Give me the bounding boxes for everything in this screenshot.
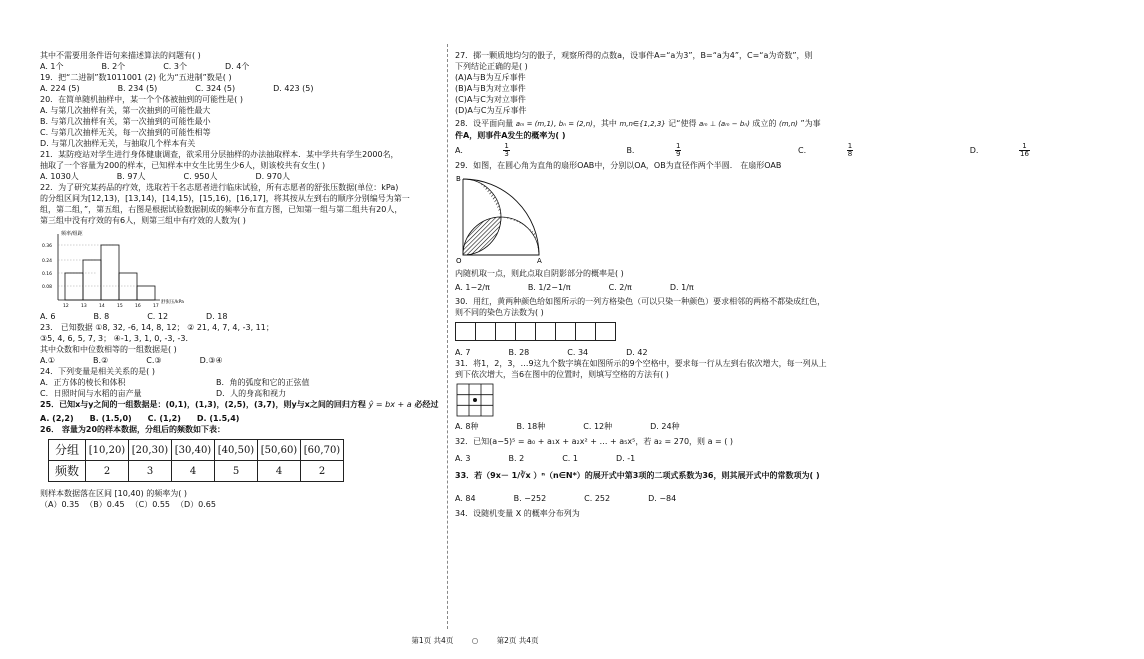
q29-stem: 29．如图，在圆心角为直角的扇形OAB中，分别以OA，OB为直径作两个半圆． 在扇形OAB: [455, 161, 782, 170]
q32-options: [455, 453, 905, 464]
q26-after: 则样本数据落在区间 [10,40) 的频率为( ): [40, 489, 188, 498]
xtick-label: 14: [99, 304, 105, 309]
option: A. 6: [40, 312, 56, 321]
q23-options: [40, 355, 440, 366]
table-row: [49, 440, 344, 461]
option: C. 12: [147, 312, 169, 321]
table-head: 分组: [49, 440, 86, 461]
option-label: C.: [798, 146, 807, 155]
option: D. 970人: [255, 172, 291, 181]
fraction: [675, 143, 719, 158]
option: D. 423 (5): [273, 84, 314, 93]
q23-line2: ③5, 4, 6, 5, 7, 3； ④-1, 3, 1, 0, -3, -3．: [40, 334, 194, 343]
histogram-bar: [101, 245, 119, 300]
histogram-guide-lines: [58, 245, 135, 286]
q28-expr: aₘ ⊥ (aₘ − bₙ): [699, 120, 750, 128]
cell: [495, 322, 516, 341]
option: C. 12种: [583, 422, 613, 431]
q20-option-c: C. 与第几次抽样无关，每一次抽到的可能性相等: [40, 128, 211, 137]
option: C.③: [146, 356, 162, 365]
histogram-bar: [119, 273, 137, 300]
q18-options: [40, 61, 440, 72]
xtick-label: 16: [135, 304, 141, 309]
option: A. 224 (5): [40, 84, 80, 93]
q28-part5: ”为事: [800, 119, 821, 128]
option: C. 1: [562, 454, 578, 463]
q21-line2: 抽取了一个容量为200的样本，已知样本中女生比男生少6人，则该校共有女生( ): [40, 161, 326, 170]
xtick-label: 12: [63, 304, 69, 309]
option: B. 8: [93, 312, 110, 321]
denominator: 8: [847, 150, 853, 158]
option: [798, 143, 929, 158]
option-label: B.: [626, 146, 635, 155]
q21-line1: 21．某防疫站对学生进行身体健康调查，欲采用分层抽样的办法抽取样本．某中学共有学生2000名，: [40, 150, 399, 159]
q28-line2: 件A，则事件A发生的概率为( ): [455, 131, 566, 140]
q31-options: [455, 421, 905, 432]
q27-option-d: (D)A与C为互斥事件: [455, 106, 527, 115]
label-o: O: [456, 257, 462, 265]
page-number-2: 第2页 共4页: [496, 636, 539, 645]
left-column: [40, 50, 440, 510]
option: （D）0.65: [176, 500, 216, 509]
option: D．人的身高和视力: [216, 389, 287, 398]
q30-options: [455, 347, 905, 358]
option-label: D.: [969, 146, 979, 155]
q27-option-a: (A)A与B为互斥事件: [455, 73, 526, 82]
option: A.①: [40, 356, 56, 365]
q34-stem: 34．设随机变量 X 的概率分布列为: [455, 509, 580, 518]
label-a: A: [537, 257, 542, 265]
q33-options: [455, 493, 905, 504]
fraction: [1019, 143, 1068, 158]
option: B. 234 (5): [117, 84, 158, 93]
fraction: [847, 143, 891, 158]
q24-stem: 24．下列变量是相关关系的是( ): [40, 367, 155, 376]
q27-option-b: (B)A与B为对立事件: [455, 84, 526, 93]
denominator: 16: [1019, 150, 1029, 158]
option: B. −252: [513, 494, 547, 503]
option: [455, 143, 586, 158]
histogram-bar: [83, 260, 101, 300]
q30-line2: 则不同的染色方法数为( ): [455, 308, 544, 317]
option: （C）0.55: [130, 500, 171, 509]
ytick-label: 0.36: [42, 244, 53, 249]
table-cell: 2: [301, 461, 344, 482]
color-cells-row: [455, 322, 905, 341]
table-cell: [30,40): [172, 440, 215, 461]
option: B.②: [93, 356, 109, 365]
q28-part3: 记“使得: [668, 119, 697, 128]
option: D. 24种: [650, 422, 680, 431]
q21-options: [40, 171, 440, 182]
denominator: 9: [676, 150, 681, 158]
option: B. 2个: [101, 62, 126, 71]
q27-option-c: (C)A与C为对立事件: [455, 95, 526, 104]
q22-options: [40, 311, 440, 322]
option: B. 1/2−1/π: [527, 283, 571, 292]
q26-options: [40, 499, 440, 510]
q28-vec-b: bₙ = (2,n): [558, 120, 593, 128]
cell: [475, 322, 496, 341]
right-column: [455, 50, 1029, 519]
q32-stem: 32．已知(a−5)⁵ = a₀ + a₁x + a₂x² + … + a₅x⁵，若 a₂ = 270，则 a = ( ): [455, 437, 734, 446]
option: C. 3个: [163, 62, 187, 71]
cell: [595, 322, 616, 341]
ytick-label: 0.08: [42, 285, 53, 290]
option: D.③④: [199, 356, 223, 365]
q24-options-row1: [40, 377, 440, 388]
page-footer: [0, 635, 950, 646]
q25-tail: 必经过: [414, 400, 439, 409]
q25-formula: ŷ = bx + a: [368, 400, 412, 409]
q23-line1: 23． 已知数据 ①8, 32, -6, 14, 8, 12； ② 21, 4, 7, 4, -3, 11；: [40, 323, 274, 332]
q26-stem: 26． 容量为20的样本数据，分组后的频数如下表：: [40, 425, 226, 434]
option: A. 7: [455, 348, 471, 357]
option: D. (1.5,4): [196, 414, 240, 423]
shaded-lens: [463, 217, 501, 255]
histogram-bar: [65, 273, 83, 300]
table-head: 频数: [49, 461, 86, 482]
numerator: 1: [676, 142, 681, 150]
table-cell: [60,70): [301, 440, 344, 461]
option: A．正方体的棱长和体积: [40, 378, 126, 387]
option: C. 324 (5): [195, 84, 236, 93]
xtick-label: 17: [153, 304, 159, 309]
xtick-label: 13: [81, 304, 87, 309]
q22-line4: 第三组中没有疗效的有6人，则第三组中有疗效的人数为( ): [40, 216, 246, 225]
q28-pair: (m,n): [778, 120, 798, 128]
table-cell: [20,30): [129, 440, 172, 461]
option: B. 28: [508, 348, 530, 357]
shaded-region-right: [501, 217, 539, 255]
xtick-label: 15: [117, 304, 123, 309]
binding-hole-icon: ○: [471, 636, 479, 645]
q24-options-row2: [40, 388, 440, 399]
cell: [535, 322, 556, 341]
six-position-dot: [473, 398, 477, 402]
sector-figure: [455, 173, 555, 265]
table-row: [49, 461, 344, 482]
shaded-region-top: [463, 179, 501, 217]
histogram-bar: [137, 286, 155, 300]
histogram-xtick-labels: [63, 303, 159, 309]
table-cell: 5: [215, 461, 258, 482]
q30-line1: 30．用红，黄两种颜色给如图所示的一列方格染色（可以只染一种颜色）要求相邻的两格不都染成红色，: [455, 297, 826, 306]
option: （A）0.35: [40, 500, 80, 509]
q22-line2: 的分组区间为[12,13)，[13,14)，[14,15)，[15,16)，[16,17]，将其按从左到右的顺序分别编号为第一: [40, 194, 410, 203]
option: D. 42: [626, 348, 648, 357]
ytick-label: 0.24: [42, 259, 53, 264]
table-cell: 2: [86, 461, 129, 482]
option: B. 2: [508, 454, 525, 463]
q20-stem: 20．在简单随机抽样中，某一个个体被抽到的可能性是( ): [40, 95, 243, 104]
q26-frequency-table: [48, 439, 344, 482]
grid-figure: [455, 382, 495, 418]
label-b: B: [456, 175, 461, 183]
q22-line3: 组，第二组，”，第五组，右图是根据试验数据制成的频率分布直方图，已知第一组与第二组共有20人，: [40, 205, 403, 214]
option: C．日照时间与水稻的亩产量: [40, 389, 142, 398]
option: C. 2/π: [608, 283, 632, 292]
q27-line2: 下列结论正确的是( ): [455, 62, 528, 71]
q20-option-a: A. 与第几次抽样有关，第一次抽到的可能性最大: [40, 106, 211, 115]
q22-line1: 22．为了研究某药品的疗效，选取若干名志愿者进行临床试验，所有志愿者的舒张压数据(单位：kPa): [40, 183, 399, 192]
table-cell: 4: [258, 461, 301, 482]
table-cell: [10,20): [86, 440, 129, 461]
q23-line3: 其中众数和中位数相等的一组数据是( ): [40, 345, 177, 354]
q28-vec-a: aₘ = (m,1): [515, 120, 554, 128]
cell: [575, 322, 596, 341]
column-divider: [447, 44, 448, 629]
option: C. 252: [584, 494, 611, 503]
option-label: A.: [455, 146, 463, 155]
option: A. 1−2/π: [455, 283, 490, 292]
option: B. 97人: [116, 172, 146, 181]
option: B. (1.5,0): [89, 414, 132, 423]
q20-option-d: D. 与第几次抽样无关，与抽取几个样本有关: [40, 139, 196, 148]
q28-cond: m,n∈{1,2,3}: [619, 120, 666, 128]
histogram-bars: [65, 245, 155, 300]
histogram-ylabel: 频率/组距: [61, 231, 83, 237]
option: D. 18: [206, 312, 228, 321]
q28-options: [455, 142, 1029, 158]
option: A. 3: [455, 454, 471, 463]
q29-line2: 内随机取一点，则此点取自阴影部分的概率是( ): [455, 269, 624, 278]
option: D. −84: [648, 494, 677, 503]
q20-option-b: B. 与第几次抽样有关，第一次抽到的可能性最小: [40, 117, 211, 126]
cell: [515, 322, 536, 341]
option: A. 1个: [40, 62, 64, 71]
option: A. (2,2): [40, 414, 74, 423]
option: B. 18种: [516, 422, 546, 431]
table-cell: [50,60): [258, 440, 301, 461]
q28-stem-line: 28．设平面向量 aₘ = (m,1), bₙ = (2,n)，其中 m,n∈{1,2,3} 记“使得 aₘ ⊥ (aₘ − bₙ) 成立的 (m,n) ”为事: [455, 119, 821, 128]
option: C. (1,2): [147, 414, 181, 423]
histogram-xlabel: 舒张压/kPa: [161, 300, 184, 305]
option: C. 34: [567, 348, 589, 357]
histogram-figure: [40, 228, 190, 308]
q25-stem-line: [40, 399, 440, 410]
option: C. 950人: [183, 172, 218, 181]
q19-stem: 19．把“二进制”数1011001 (2) 化为“五进制”数是( ): [40, 73, 232, 82]
ytick-label: 0.16: [42, 272, 53, 277]
option: （B）0.45: [85, 500, 125, 509]
table-cell: [40,50): [215, 440, 258, 461]
q28-part1: 28．设平面向量: [455, 119, 514, 128]
option: A. 8种: [455, 422, 479, 431]
denominator: 3: [504, 150, 509, 158]
option: [970, 143, 1106, 158]
q29-options: [455, 282, 905, 293]
option: D. -1: [615, 454, 636, 463]
option: A. 84: [455, 494, 476, 503]
option: D. 1/π: [669, 283, 694, 292]
q28-part4: 成立的: [752, 119, 777, 128]
cell: [455, 322, 476, 341]
q27-line1: 27．掷一颗质地均匀的骰子，观察所得的点数a，设事件A=“a为3”，B=“a为4”，C=“a为奇数”，则: [455, 51, 813, 60]
option: [626, 143, 757, 158]
histogram-ytick-labels: [42, 243, 52, 290]
numerator: 1: [504, 142, 509, 150]
q33-stem: 33．若（9x－ 1/∛x ）ⁿ（n∈N*）的展开式中第3项的二项式系数为36，则其展开式中的常数项为( ): [455, 471, 820, 480]
q19-options: [40, 83, 440, 94]
option: B．角的弧度和它的正弦值: [216, 378, 310, 387]
q25-stem: 25．已知x与y之间的一组数据是：(0,1)，(1,3)，(2,5)，(3,7)，则y与x之间的回归方程: [40, 400, 366, 409]
q28-part2: ，其中: [592, 119, 617, 128]
numerator: 1: [1019, 143, 1030, 151]
option: D. 4个: [224, 62, 250, 71]
q31-line1: 31．将1，2，3，…9这九个数字填在如图所示的9个空格中，要求每一行从左到右依次增大，每一列从上: [455, 359, 827, 368]
option: A. 1030人: [40, 172, 79, 181]
table-cell: 4: [172, 461, 215, 482]
fraction: [503, 143, 547, 158]
q25-options: [40, 413, 440, 424]
page-number-1: 第1页 共4页: [411, 636, 454, 645]
table-cell: 3: [129, 461, 172, 482]
q18-stem: 其中不需要用条件语句来描述算法的问题有( ): [40, 51, 201, 60]
q31-line2: 到下依次增大，当6在图中的位置时，则填写空格的方法有( ): [455, 370, 669, 379]
cell: [555, 322, 576, 341]
numerator: 1: [847, 142, 853, 150]
